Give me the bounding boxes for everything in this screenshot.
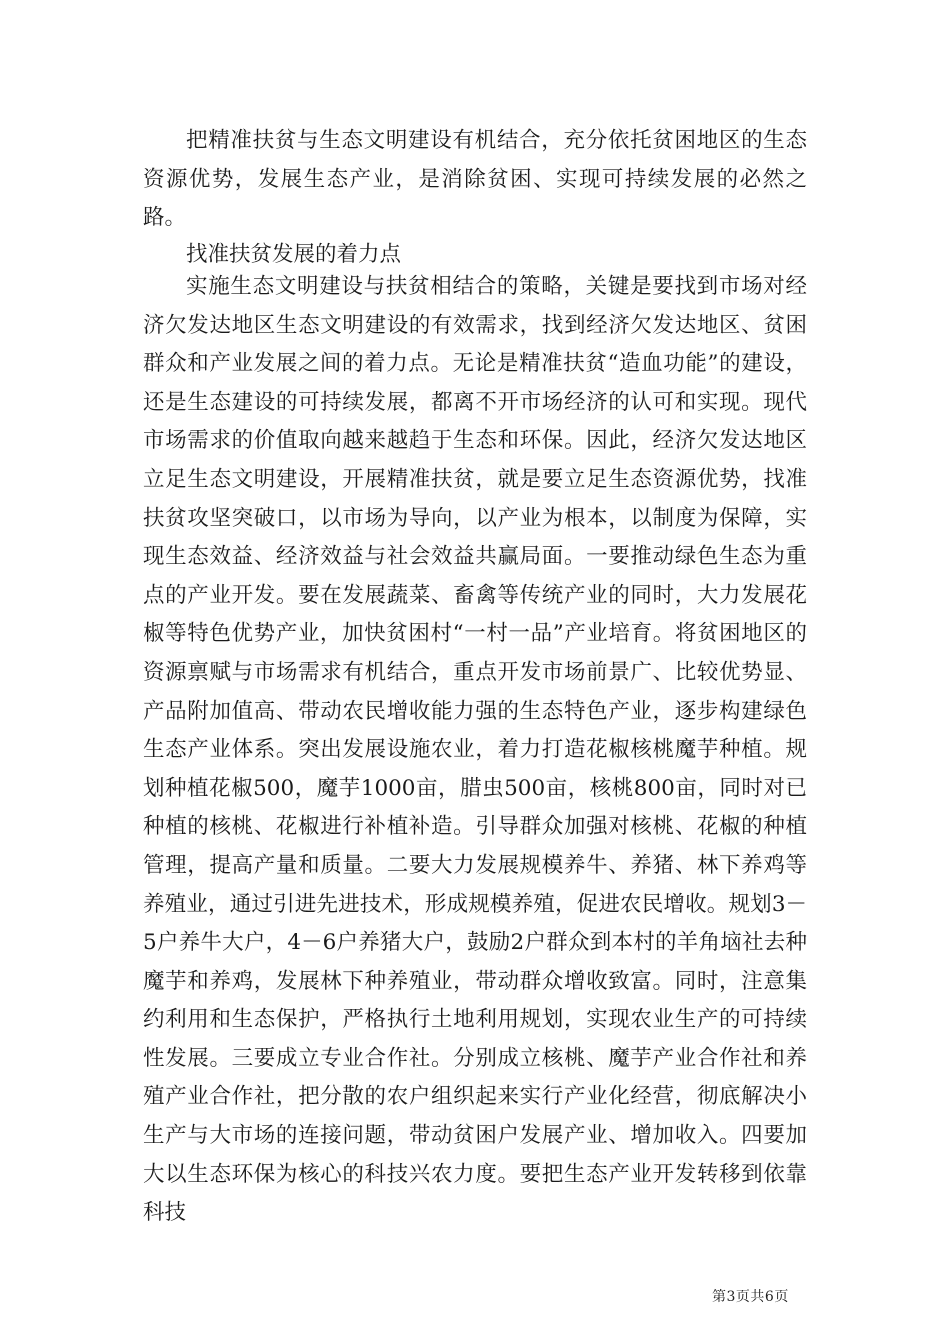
paragraph-body: 实施生态文明建设与扶贫相结合的策略，关键是要找到市场对经济欠发达地区生态文明建设的有效需求，找到经济欠发达地区、贫困群众和产业发展之间的着力点。无论是精准扶贫“造血功能”的建设，还是生态建设的可持续发展，都离不开市场经济的认可和实现。现代市场需求的价值取向越来越趋于生态和环保。因此，经济欠发达地区立足生态文明建设，开展精准扶贫，就是要立足生态资源优势，找准扶贫攻坚突破口，以市场为导向，以产业为根本，以制度为保障，实现生态效益、经济效益与社会效益共赢局面。一要推动绿色生态为重点的产业开发。要在发展蔬菜、畜禽等传统产业的同时，大力发展花椒等特色优势产业，加快贫困村“一村一品”产业培育。将贫困地区的资源禀赋与市场需求有机结合，重点开发市场前景广、比较优势显、产品附加值高、带动农民增收能力强的生态特色产业，逐步构建绿色生态产业体系。突出发展设施农业，着力打造花椒核桃魔芋种植。规划种植花椒500，魔芋1000亩，腊虫500亩，核桃800亩，同时对已种植的核桃、花椒进行补植补造。引导群众加强对核桃、花椒的种植管理，提高产量和质量。二要大力发展规模养牛、养猪、林下养鸡等养殖业，通过引进先进技术，形成规模养殖，促进农民增收。规划3－5户养牛大户，4－6户养猪大户，鼓励2户群众到本村的羊角垴社去种魔芋和养鸡，发展林下种养殖业，带动群众增收致富。同时，注意集约利用和生态保护，严格执行土地利用规划，实现农业生产的可持续性发展。三要成立专业合作社。分别成立核桃、魔芋产业合作社和养殖产业合作社，把分散的农户组织起来实行产业化经营，彻底解决小生产与大市场的连接问题，带动贫困户发展产业、增加收入。四要加大以生态环保为核心的科技兴农力度。要把生态产业开发转移到依靠科技 (143, 274, 807, 1226)
page-number: 第3页共6页 (712, 1289, 789, 1305)
section-heading: 找准扶贫发展的着力点 (186, 242, 402, 267)
paragraph-intro: 把精准扶贫与生态文明建设有机结合，充分依托贫困地区的生态资源优势，发展生态产业，是消除贫困、实现可持续发展的必然之路。 (143, 128, 807, 231)
